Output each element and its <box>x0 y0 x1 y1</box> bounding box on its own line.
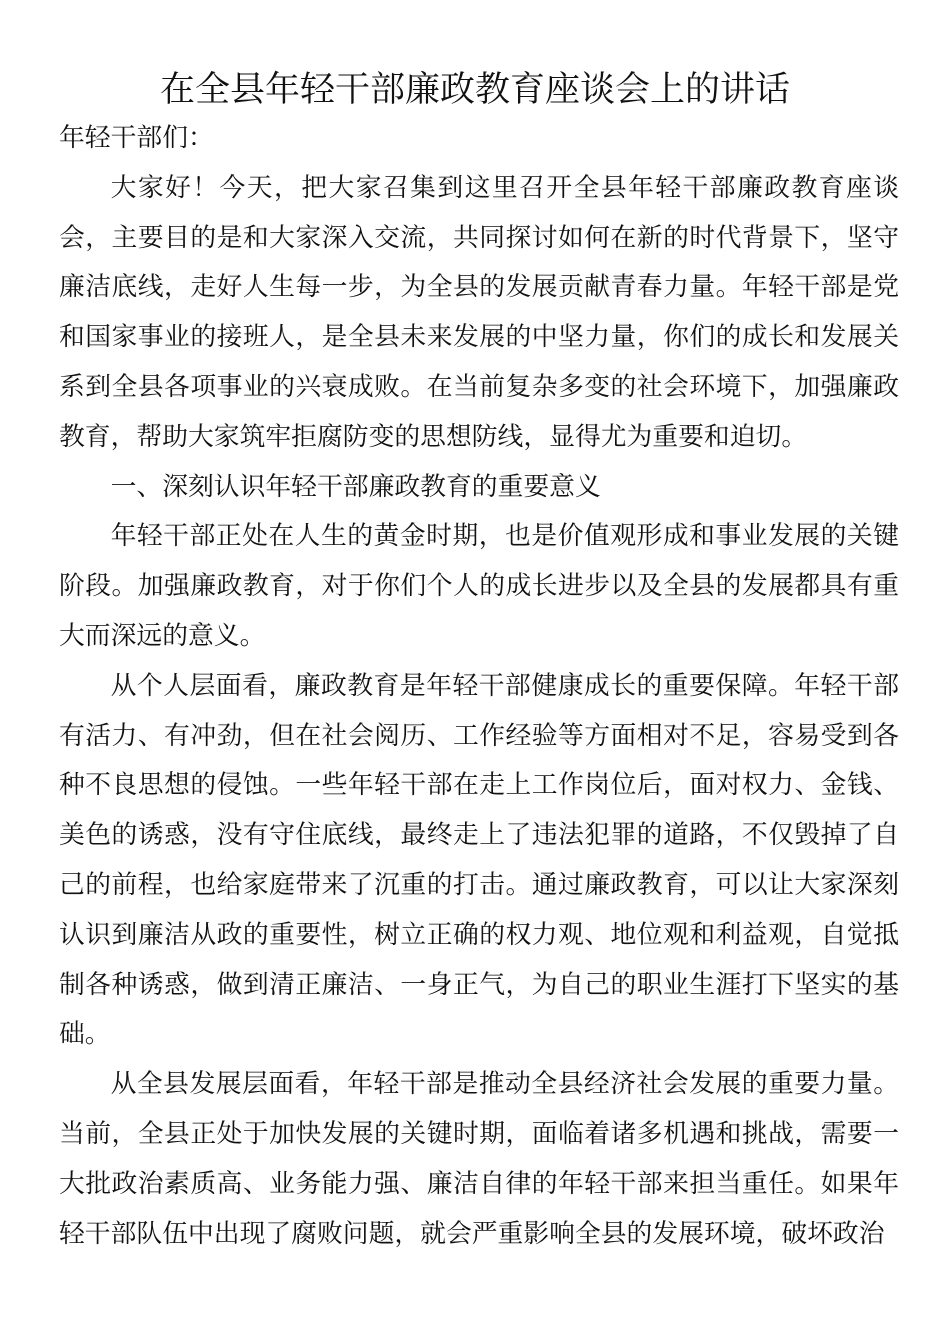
paragraph-significance: 年轻干部正处在人生的黄金时期，也是价值观形成和事业发展的关键阶段。加强廉政教育，对于你们个人的成长进步以及全县的发展都具有重大而深远的意义。 <box>59 521 899 651</box>
section-heading-1: 一、深刻认识年轻干部廉政教育的重要意义 <box>110 471 601 502</box>
paragraph-county-level: 从全县发展层面看，年轻干部是推动全县经济社会发展的重要力量。当前，全县正处于加快发展的关键时期，面临着诸多机遇和挑战，需要一大批政治素质高、业务能力强、廉洁自律的年轻干部来担当重任。如果年轻干部队伍中出现了腐败问题，就会严重影响全县的发展环境，破坏政治 <box>59 1069 899 1249</box>
paragraph-personal-level: 从个人层面看，廉政教育是年轻干部健康成长的重要保障。年轻干部有活力、有冲劲，但在社会阅历、工作经验等方面相对不足，容易受到各种不良思想的侵蚀。一些年轻干部在走上工作岗位后，面对权力、金钱、美色的诱惑，没有守住底线，最终走上了违法犯罪的道路，不仅毁掉了自己的前程，也给家庭带来了沉重的打击。通过廉政教育，可以让大家深刻认识到廉洁从政的重要性，树立正确的权力观、地位观和利益观，自觉抵制各种诱惑，做到清正廉洁、一身正气，为自己的职业生涯打下坚实的基础。 <box>59 670 899 1050</box>
document-title: 在全县年轻干部廉政教育座谈会上的讲话 <box>159 70 790 110</box>
salutation: 年轻干部们： <box>59 123 214 153</box>
paragraph-opening: 大家好！今天，把大家召集到这里召开全县年轻干部廉政教育座谈会，主要目的是和大家深入交流，共同探讨如何在新的时代背景下，坚守廉洁底线，走好人生每一步，为全县的发展贡献青春力量。年轻干部是党和国家事业的接班人，是全县未来发展的中坚力量，你们的成长和发展关系到全县各项事业的兴衰成败。在当前复杂多变的社会环境下，加强廉政教育，帮助大家筑牢拒腐防变的思想防线，显得尤为重要和迫切。 <box>59 172 899 452</box>
document-body <box>59 114 899 1259</box>
